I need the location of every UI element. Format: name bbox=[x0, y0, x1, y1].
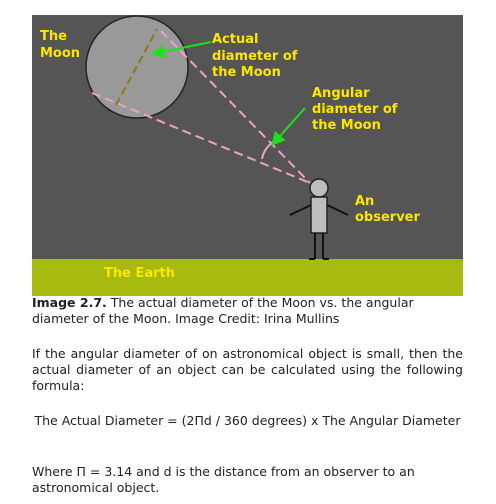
label-observer: An observer bbox=[355, 194, 420, 225]
caption-text: The actual diameter of the Moon vs. the angular diameter of the Moon. Image Credit: Irina Mullins bbox=[32, 295, 414, 326]
intro-paragraph: If the angular diameter of on astronomical object is small, then the actual diameter of an object can be calculated using the following formula: bbox=[32, 346, 463, 393]
caption-prefix: Image 2.7. bbox=[32, 295, 107, 310]
moon-diagram bbox=[32, 15, 463, 296]
label-actual-diameter: Actual diameter of the Moon bbox=[212, 32, 298, 80]
label-the-earth: The Earth bbox=[104, 266, 175, 281]
moon-diagram-figure bbox=[32, 15, 463, 296]
earth-ground bbox=[32, 259, 463, 296]
figure-caption bbox=[32, 295, 463, 327]
label-the-moon: The Moon bbox=[40, 29, 81, 61]
definition-paragraph: Where Π = 3.14 and d is the distance from an observer to an astronomical object. bbox=[32, 464, 415, 495]
formula: The Actual Diameter = (2Πd / 360 degrees) x The Angular Diameter bbox=[34, 413, 461, 428]
label-angular-diameter: Angular diameter of the Moon bbox=[312, 86, 398, 133]
